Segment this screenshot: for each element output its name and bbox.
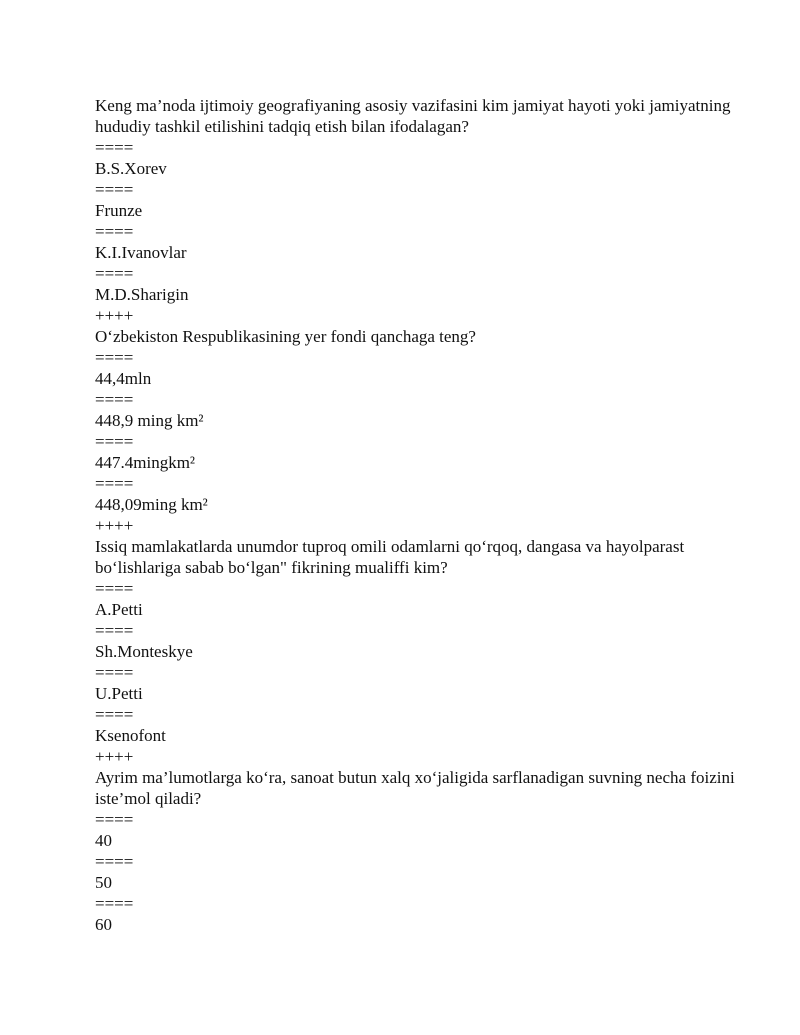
- answer-option: 44,4mln: [95, 369, 152, 388]
- option-separator: ====: [95, 138, 134, 157]
- answer-option: 60: [95, 915, 112, 934]
- answer-option: Ksenofont: [95, 726, 166, 745]
- answer-option: 50: [95, 873, 112, 892]
- option-separator: ====: [95, 852, 134, 871]
- answer-option: 40: [95, 831, 112, 850]
- answer-option: U.Petti: [95, 684, 143, 703]
- question-separator: ++++: [95, 306, 134, 325]
- question-text: Issiq mamlakatlarda unumdor tuproq omili odamlarni qo‘rqoq, dangasa va hayolparast bo‘lishlariga sabab bo‘lgan" fikrining mualiffi kim?: [95, 537, 689, 577]
- answer-option: Frunze: [95, 201, 143, 220]
- option-separator: ====: [95, 663, 134, 682]
- option-separator: ====: [95, 264, 134, 283]
- question-text: Ayrim ma’lumotlarga ko‘ra, sanoat butun xalq xo‘jaligida sarflanadigan suvning necha foizini iste’mol qiladi?: [95, 768, 739, 808]
- option-separator: ====: [95, 810, 134, 829]
- question-separator: ++++: [95, 747, 134, 766]
- option-separator: ====: [95, 894, 134, 913]
- option-separator: ====: [95, 474, 134, 493]
- answer-option: B.S.Xorev: [95, 159, 167, 178]
- option-separator: ====: [95, 222, 134, 241]
- option-separator: ====: [95, 432, 134, 451]
- option-separator: ====: [95, 390, 134, 409]
- option-separator: ====: [95, 180, 134, 199]
- option-separator: ====: [95, 579, 134, 598]
- option-separator: ====: [95, 348, 134, 367]
- question-text: O‘zbekiston Respublikasining yer fondi qanchaga teng?: [95, 327, 476, 346]
- question-separator: ++++: [95, 516, 134, 535]
- answer-option: 448,9 ming km²: [95, 411, 204, 430]
- option-separator: ====: [95, 621, 134, 640]
- answer-option: M.D.Sharigin: [95, 285, 189, 304]
- answer-option: 447.4mingkm²: [95, 453, 196, 472]
- answer-option: A.Petti: [95, 600, 143, 619]
- answer-option: Sh.Monteskye: [95, 642, 193, 661]
- answer-option: K.I.Ivanovlar: [95, 243, 187, 262]
- question-text: Keng ma’noda ijtimoiy geografiyaning asosiy vazifasini kim jamiyat hayoti yoki jamiyatning hududiy tashkil etilishini tadqiq etish bilan ifodalagan?: [95, 96, 735, 136]
- option-separator: ====: [95, 705, 134, 724]
- document-page: [95, 95, 739, 935]
- answer-option: 448,09ming km²: [95, 495, 208, 514]
